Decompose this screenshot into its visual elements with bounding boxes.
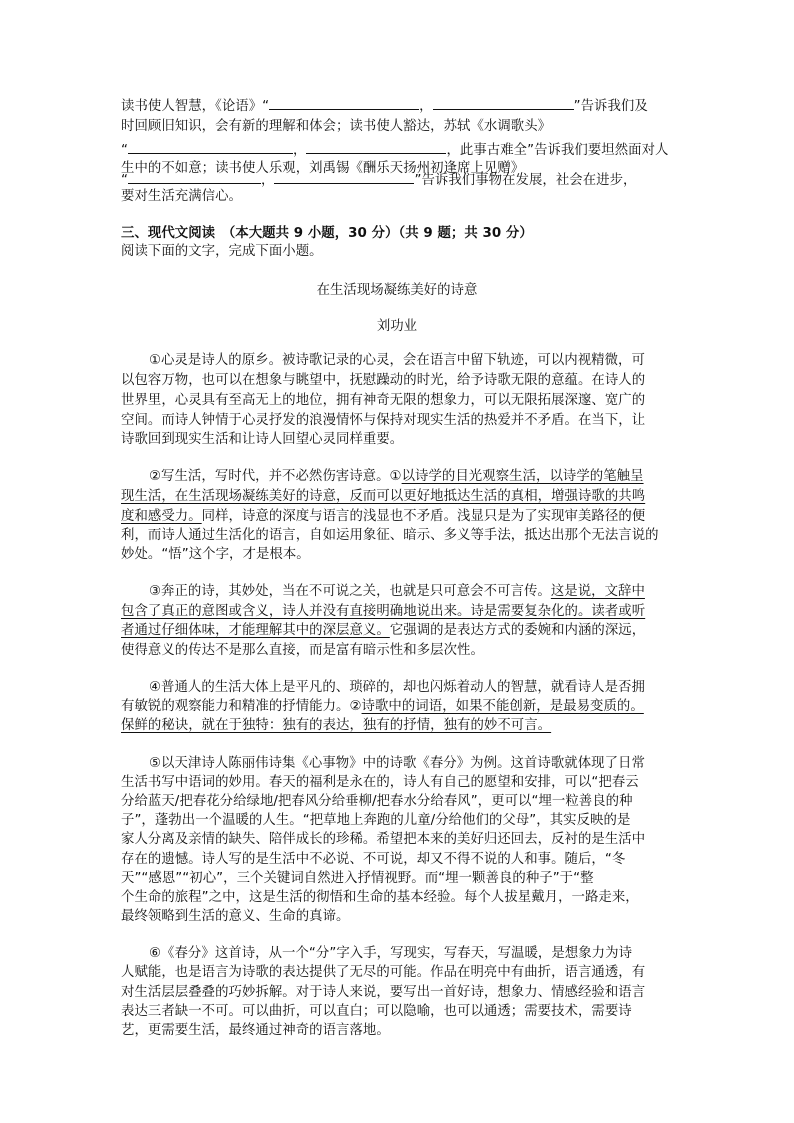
intro-line-2: 时回顾旧知识，会有新的理解和体会；读书使人豁达，苏轼《水调歌头》 [121, 119, 552, 134]
section-instruction: 阅读下面的文字，完成下面小题。 [121, 244, 323, 259]
paragraph-1-line: ①心灵是诗人的原乡。被诗歌记录的心灵，会在语言中留下轨迹，可以内视精微，可 [149, 353, 645, 368]
paragraph-5-line: 子”，蓬勃出一个温暖的人生。“把草地上奔跑的儿童/分给他们的父母”，其实反映的是 [121, 813, 631, 828]
answer-blank[interactable] [306, 140, 446, 154]
intro-text: ， [261, 173, 275, 188]
paragraph-5-line: 生活书写中语词的妙用。春天的福利是永在的，诗人有自己的愿望和安排，可以“把春云 [121, 775, 639, 790]
paragraph-text: ②写生活，写时代，并不必然伤害诗意。① [149, 469, 402, 484]
paragraph-5-line: 分给蓝天/把春花分给绿地/把春风分给垂柳/把春水分给春风”，更可以“埋一粒善良的种 [121, 794, 633, 809]
paragraph-5-line: ⑤以天津诗人陈丽伟诗集《心事物》中的诗歌《春分》为例。这首诗歌就体现了日常 [149, 756, 645, 771]
intro-line-3 [121, 140, 669, 160]
answer-blank[interactable] [128, 140, 293, 154]
paragraph-3-line [149, 583, 645, 601]
intro-text: “ [121, 173, 128, 188]
intro-line-1 [121, 96, 648, 116]
underlined-passage: 包含了真正的意图或含义，诗人并没有直接明确地说出来。诗是需要复杂化的。读者或听 [121, 604, 646, 619]
intro-text: 读书使人智慧，《论语》“ [121, 99, 270, 114]
paragraph-2-line: 妙处。“悟”这个字，才是根本。 [121, 547, 310, 562]
section-heading: 三、现代文阅读 （本大题共 9 小题，30 分）（共 9 题；共 30 分） [121, 226, 533, 241]
paragraph-5-line: 存在的遗憾。诗人写的是生活中不必说、不可说，却又不得不说的人和事。随后，“冬 [121, 852, 626, 867]
underlined-sentence-1: 以诗学的目光观察生活，以诗学的笔触呈 [401, 469, 644, 484]
paragraph-3-line: 使得意义的传达不是那么直接，而是富有暗示性和多层次性。 [121, 643, 484, 658]
underlined-sentence-2: 诗歌中的词语，如果不能创新，是最易变质的。 [361, 699, 644, 714]
answer-blank[interactable] [128, 170, 261, 184]
intro-line-6: 要对生活充满信心。 [121, 189, 242, 204]
answer-blank[interactable] [433, 96, 574, 110]
underlined-passage: 者通过仔细体味，才能理解其中的深层意义。 [121, 623, 390, 638]
intro-text: ”告诉我们及 [573, 99, 648, 114]
paragraph-text: 它强调的是表达方式的委婉和内涵的深远， [389, 623, 646, 638]
answer-blank[interactable] [269, 96, 419, 110]
paragraph-5-line: 个生命的旅程”之中，这是生活的彻悟和生命的基本经验。每个人拔星戴月，一路走来， [121, 890, 639, 905]
article-title: 在生活现场凝练美好的诗意 [316, 283, 478, 298]
intro-text: ，此事古难全”告诉我们要坦然面对人 [446, 143, 669, 158]
paragraph-6-line: 艺，更需要生活，最终通过神奇的语言落地。 [121, 1023, 390, 1038]
paragraph-6-line: 表达三者缺一不可。可以曲折，可以直白；可以隐喻，也可以通透；需要技术，需要诗 [121, 1004, 632, 1019]
paragraph-text: ③奔正的诗，其妙处，当在不可说之关，也就是只可意会不可言传。 [149, 584, 551, 599]
underlined-sentence-1: 度和感受力。 [121, 509, 202, 524]
paragraph-6-line: 对生活层层叠叠的巧妙拆解。对于诗人来说，要写出一首好诗，想象力、情感经验和语言 [121, 985, 646, 1000]
paragraph-2-line [121, 508, 645, 526]
paragraph-1-line: 诗歌回到现实生活和让诗人回望心灵同样重要。 [121, 432, 404, 447]
paragraph-text: 同样，诗意的深度与语言的浅显也不矛盾。浅显只是为了实现审美路径的便 [201, 509, 646, 524]
paragraph-1-line: 空间。而诗人钟情于心灵抒发的浪漫情怀与保持对现实生活的热爱并不矛盾。在当下，让 [121, 413, 646, 428]
paragraph-5-line: 天”“感恩”“初心”，三个关键词自然进入抒情视野。而“埋一颗善良的种子”于“整 [121, 871, 594, 886]
intro-line-5 [121, 170, 637, 190]
article-author: 刘功业 [376, 319, 418, 334]
paragraph-2-line [149, 468, 644, 486]
paragraph-5-line: 家人分离及亲情的缺失、陪伴成长的珍稀。希望把本来的美好归还回去，反衬的是生活中 [121, 832, 646, 847]
underlined-sentence-1: 现生活，在生活现场凝练美好的诗意，反而可以更好地抵达生活的真相，增强诗歌的共鸣 [121, 489, 646, 504]
intro-text: ， [293, 143, 307, 158]
intro-line-4: 生中的不如意；读书使人乐观，刘禹锡《酬乐天扬州初逢席上见赠》 [121, 161, 525, 176]
intro-text: “ [121, 143, 128, 158]
paragraph-1-line: 世界里，心灵具有至高无上的地位，拥有神奇无限的想象力，可以无限拓展深邃、宽广的 [121, 393, 646, 408]
intro-text: ”告诉我们事物在发展，社会在进步， [414, 173, 637, 188]
underlined-passage: 这是说，文辞中 [550, 584, 645, 599]
paragraph-4-line [121, 698, 644, 716]
paragraph-6-line: 人赋能，也是语言为诗歌的表达提供了无尽的可能。作品在明亮中有曲折，语言通透，有 [121, 965, 646, 980]
paragraph-2-line: 利，而诗人通过生活化的语言，自如运用象征、暗示、多义等手法，抵达出那个无法言说的 [121, 528, 659, 543]
underlined-sentence-2: 保鲜的秘诀，就在于独特：独有的表达，独有的抒情，独有的妙不可言。 [121, 718, 552, 733]
paragraph-4-line: ④普通人的生活大体上是平凡的、琐碎的，却也闪烁着动人的智慧，就看诗人是否拥 [149, 680, 645, 695]
paragraph-3-line [121, 622, 645, 640]
intro-text: ， [419, 99, 433, 114]
paragraph-1-line: 以包容万物，也可以在想象与眺望中，抚慰躁动的时光，给予诗歌无限的意蕴。在诗人的 [121, 373, 646, 388]
paragraph-5-line: 最终领略到生活的意义、生命的真谛。 [121, 909, 350, 924]
answer-blank[interactable] [274, 170, 414, 184]
paragraph-text: 有敏锐的观察能力和精准的抒情能力。② [121, 699, 362, 714]
paragraph-6-line: ⑥《春分》这首诗，从一个“分”字入手，写现实，写春天，写温暖，是想象力为诗 [149, 946, 633, 961]
